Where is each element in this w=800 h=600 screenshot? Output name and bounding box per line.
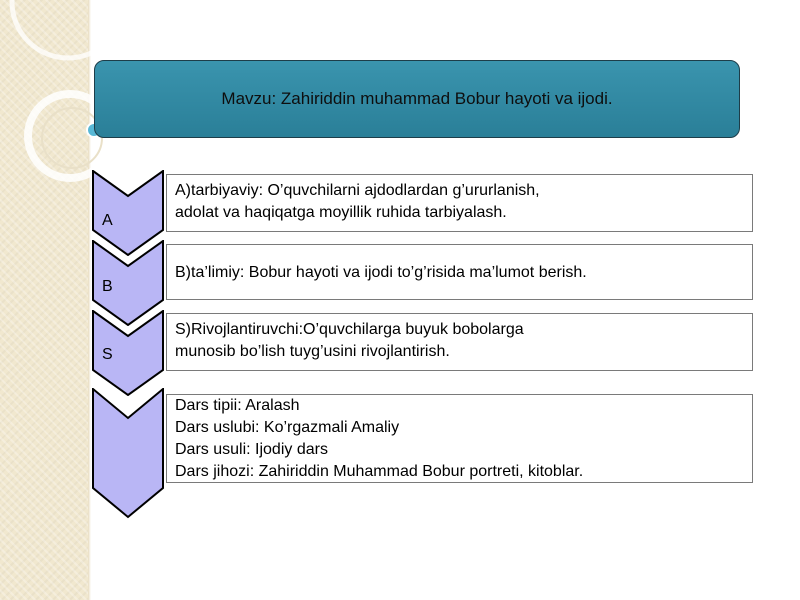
step-letter: B [102, 278, 113, 295]
lesson-details-box [166, 394, 753, 483]
step-b-line-1: B)ta’limiy: Bobur hayoti va ijodi to’g’risida ma’lumot berish. [175, 264, 587, 281]
lesson-style: Dars uslubi: Ko’rgazmali Amaliy [175, 419, 400, 436]
step-letter: A [102, 212, 113, 229]
step-a-line-2: adolat va haqiqatga moyillik ruhida tarbiyalash. [175, 204, 507, 221]
chevron-step-details [92, 388, 164, 520]
step-letter: S [102, 346, 113, 363]
step-s-text-box [166, 313, 753, 371]
topic-title-box [94, 60, 740, 138]
step-s-line-2: munosib bo’lish tuyg’usini rivojlantirish. [175, 343, 450, 360]
step-a-line-1: A)tarbiyaviy: O’quvchilarni ajdodlardan g’ururlanish, [175, 182, 540, 199]
step-b-text-box [166, 244, 753, 300]
lesson-type: Dars tipii: Aralash [175, 397, 300, 414]
chevron-step-s [92, 310, 164, 396]
lesson-equipment: Dars jihozi: Zahiriddin Muhammad Bobur portreti, kitoblar. [175, 463, 584, 480]
topic-title: Mavzu: Zahiriddin muhammad Bobur hayoti va ijodi. [221, 89, 613, 108]
lesson-method: Dars usuli: Ijodiy dars [175, 441, 328, 458]
step-s-line-1: S)Rivojlantiruvchi:O’quvchilarga buyuk bobolarga [175, 321, 524, 338]
step-a-text-box [166, 174, 753, 232]
